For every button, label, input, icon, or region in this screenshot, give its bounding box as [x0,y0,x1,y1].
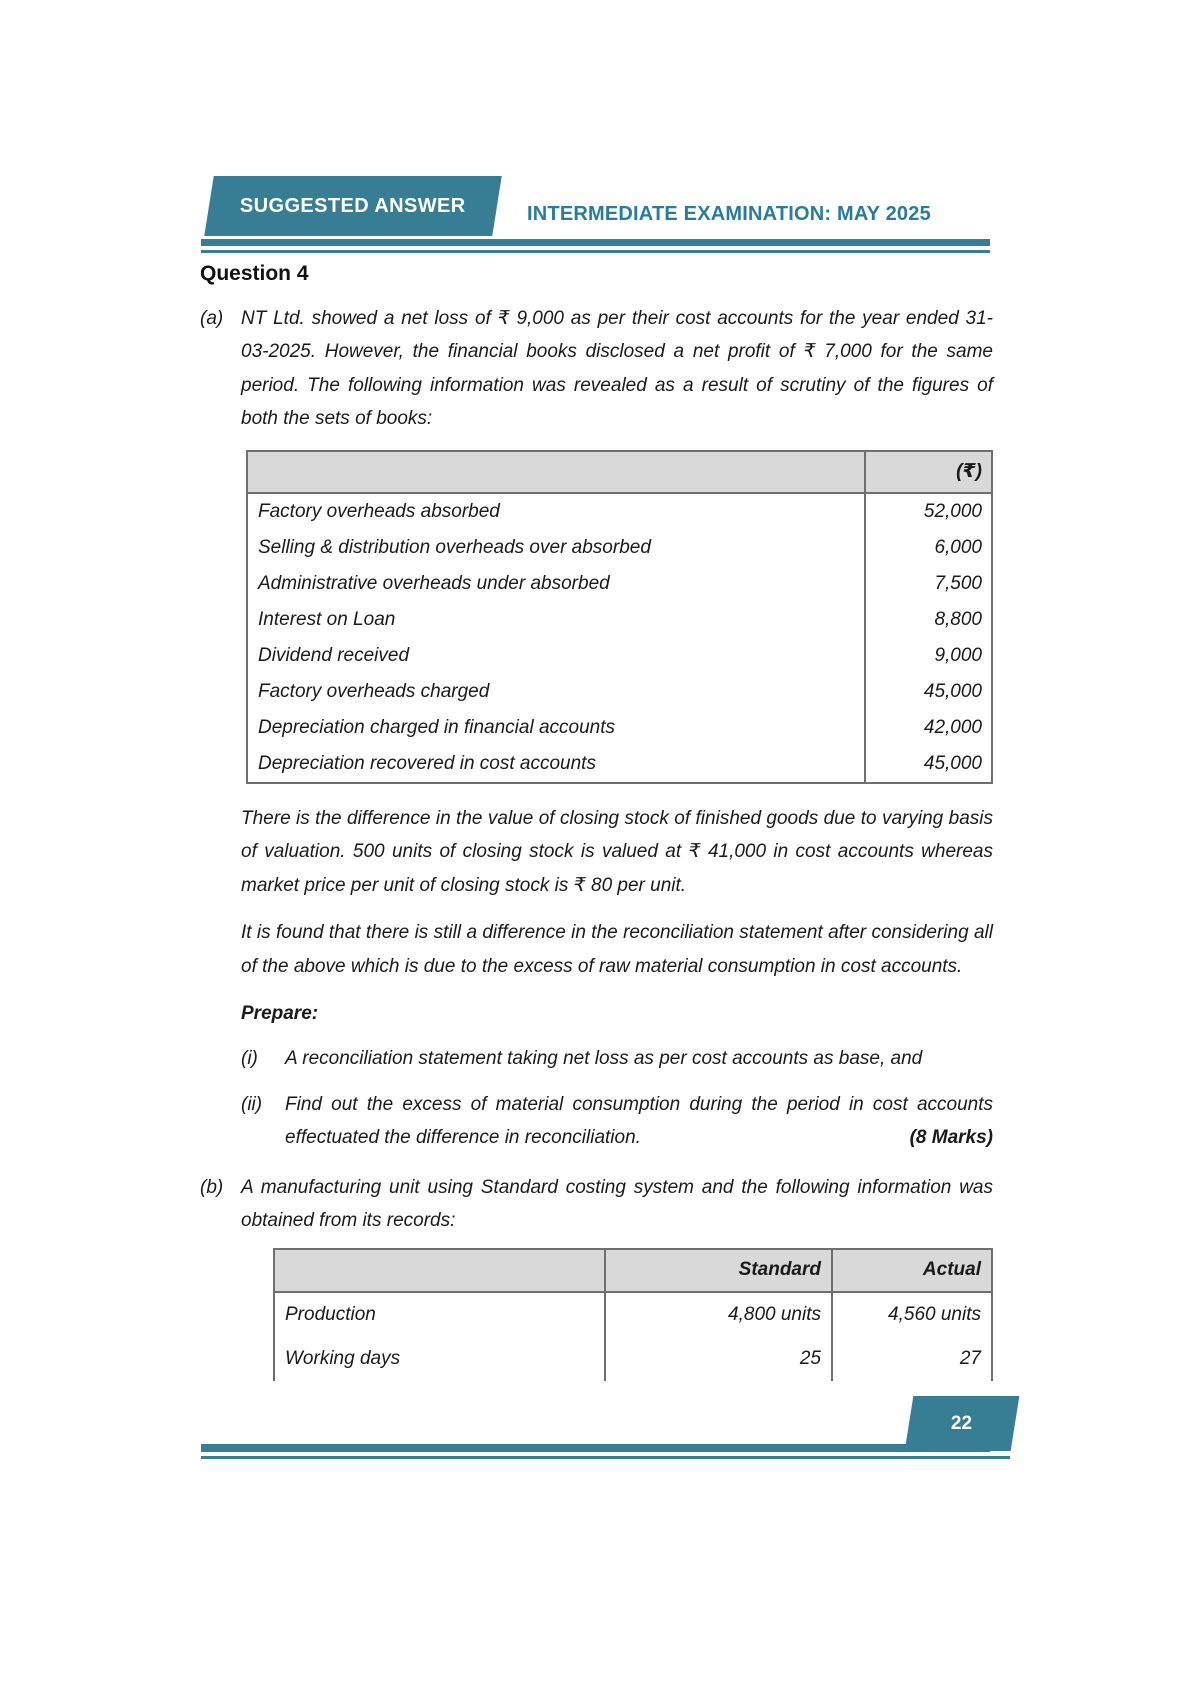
header-rule-thin [201,250,990,253]
subitem-ii-content: Find out the excess of material consumption during the period in cost accounts effectuated the difference in reconciliation. [285,1093,993,1149]
row-label: Depreciation recovered in cost accounts [247,746,865,783]
table-row [247,638,992,674]
standard-header-cell: Standard [605,1249,832,1292]
table-row [247,530,992,566]
standard-actual-table [273,1248,993,1381]
table-row [247,566,992,602]
subitem-i-label: (i) [241,1048,258,1070]
actual-value: 27 [832,1337,992,1381]
table-row [247,746,992,783]
part-b-intro: A manufacturing unit using Standard costing system and the following information was obtained from its records: [241,1176,993,1232]
row-value: 8,800 [865,602,992,638]
row-label: Dividend received [247,638,865,674]
subitem-i [241,1042,993,1075]
raw-material-paragraph: It is found that there is still a difference in the reconciliation statement after considering all of the above which is due to the excess of raw material consumption in cost accounts. [241,922,993,977]
exam-title: INTERMEDIATE EXAMINATION: MAY 2025 [527,203,931,225]
row-label: Selling & distribution overheads over absorbed [247,530,865,566]
blank-header-cell [247,451,865,493]
table-header-row [247,451,992,493]
part-b-body [241,1171,993,1381]
actual-value: 4,560 units [832,1292,992,1337]
part-a-body [241,302,993,1167]
row-label: Factory overheads charged [247,674,865,710]
subitem-i-text: A reconciliation statement taking net loss as per cost accounts as base, and [285,1048,923,1070]
blank-header-cell [274,1249,605,1292]
page-number: 22 [951,1412,973,1434]
row-label: Administrative overheads under absorbed [247,566,865,602]
table-row [247,674,992,710]
header-rule-thick [201,239,990,246]
reconciliation-figures-table [246,450,993,784]
row-label: Working days [274,1337,605,1381]
footer-rule-thick [201,1444,990,1452]
subitem-ii-label: (ii) [241,1093,263,1115]
standard-value: 25 [605,1337,832,1381]
table-row [274,1292,992,1337]
part-a [200,302,993,1167]
row-value: 9,000 [865,638,992,674]
table-header-row [274,1249,992,1292]
row-value: 42,000 [865,710,992,746]
row-value: 7,500 [865,566,992,602]
table-row [274,1337,992,1381]
banner-label: SUGGESTED ANSWER [240,194,466,217]
closing-stock-paragraph: There is the difference in the value of closing stock of finished goods due to varying basis of valuation. 500 units of closing stock is valued at ₹ 41,000 in cost accounts whereas market price per unit of closing stock is ₹ 80 per unit. [241,807,993,896]
row-label: Factory overheads absorbed [247,493,865,530]
actual-header-cell: Actual [832,1249,992,1292]
table-row [247,602,992,638]
row-value: 52,000 [865,493,992,530]
marks-label: (8 Marks) [909,1127,993,1149]
amount-header-cell: (₹) [865,451,992,493]
standard-value: 4,800 units [605,1292,832,1337]
part-a-label: (a) [200,308,224,329]
row-label: Depreciation charged in financial accounts [247,710,865,746]
part-b [200,1171,993,1381]
prepare-label: Prepare: [241,1002,319,1024]
table-row [247,710,992,746]
footer-rule-thin [201,1456,1010,1459]
part-b-label: (b) [200,1176,224,1198]
table-row [247,493,992,530]
row-label: Production [274,1292,605,1337]
row-value: 6,000 [865,530,992,566]
row-value: 45,000 [865,746,992,783]
question-content [200,262,993,1385]
row-label: Interest on Loan [247,602,865,638]
subitem-ii-text [285,1088,993,1155]
row-value: 45,000 [865,674,992,710]
part-a-intro: NT Ltd. showed a net loss of ₹ 9,000 as per their cost accounts for the year ended 31-03-2025. However, the financial books disclosed a net profit of ₹ 7,000 for the same period. The following information was revealed as a result of scrutiny of the figures of both the sets of books: [241,308,993,430]
page-number-badge [905,1396,1020,1451]
subitem-ii [241,1088,993,1155]
suggested-answer-banner [204,176,502,236]
question-title: Question 4 [200,262,309,285]
